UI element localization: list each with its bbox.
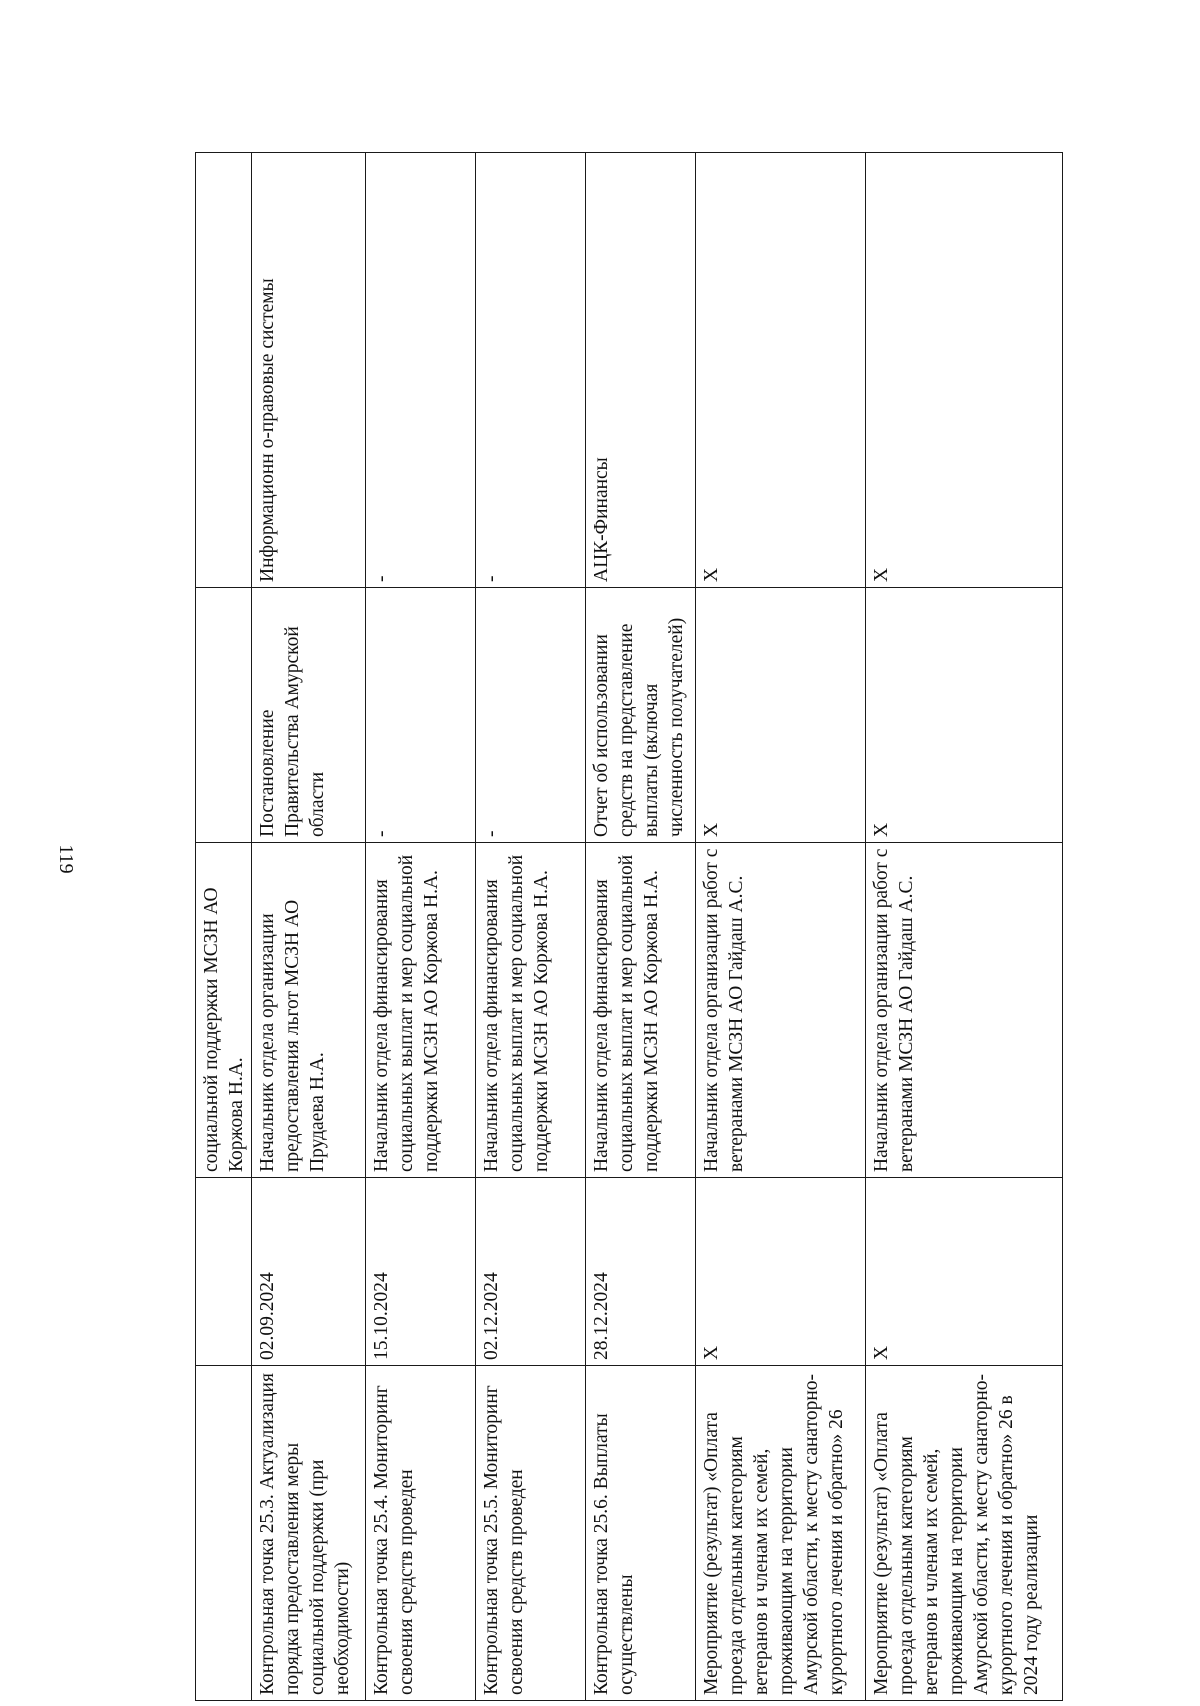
cell-document: Х <box>866 588 1063 843</box>
cell-responsible: Начальник отдела организации работ с ветеранами МСЗН АО Гайдаш А.С. <box>696 843 866 1178</box>
cell-date: Х <box>866 1178 1063 1366</box>
cell-date <box>196 1178 252 1366</box>
cell-system: - <box>366 153 476 588</box>
cell-document <box>196 588 252 843</box>
cell-event: Контрольная точка 25.6. Выплаты осуществлены <box>586 1366 696 1701</box>
cell-system: Х <box>866 153 1063 588</box>
cell-event: Мероприятие (результат) «Оплата проезда отдельным категориям ветеранов и членам их семей, проживающим на территории Амурской области, к месту санаторно-курортного лечения и обратно» 26 <box>696 1366 866 1701</box>
cell-document: - <box>366 588 476 843</box>
cell-event: Контрольная точка 25.5. Мониторинг освоения средств проведен <box>476 1366 586 1701</box>
table-row <box>476 153 586 1701</box>
plan-table <box>195 152 1063 1701</box>
cell-event <box>196 1366 252 1701</box>
table-row <box>196 153 252 1701</box>
cell-responsible: социальной поддержки МСЗН АО Коржова Н.А. <box>196 843 252 1178</box>
cell-system: Х <box>696 153 866 588</box>
cell-system: Информационн о-правовые системы <box>252 153 366 588</box>
cell-system: - <box>476 153 586 588</box>
cell-responsible: Начальник отдела финансирования социальных выплат и мер социальной поддержки МСЗН АО Коржова Н.А. <box>476 843 586 1178</box>
table-row <box>696 153 866 1701</box>
table-row <box>866 153 1063 1701</box>
cell-system <box>196 153 252 588</box>
cell-date: 15.10.2024 <box>366 1178 476 1366</box>
cell-responsible: Начальник отдела финансирования социальных выплат и мер социальной поддержки МСЗН АО Коржова Н.А. <box>586 843 696 1178</box>
cell-document: Постановление Правительства Амурской области <box>252 588 366 843</box>
cell-date: 28.12.2024 <box>586 1178 696 1366</box>
cell-document: Х <box>696 588 866 843</box>
cell-event: Контрольная точка 25.3. Актуализация порядка предоставления меры социальной поддержки (при необходимости) <box>252 1366 366 1701</box>
cell-document: Отчет об использовании средств на представление выплаты (включая численность получателей) <box>586 588 696 843</box>
cell-system: АЦК-Финансы <box>586 153 696 588</box>
cell-responsible: Начальник отдела организации работ с ветеранами МСЗН АО Гайдаш А.С. <box>866 843 1063 1178</box>
cell-event: Контрольная точка 25.4. Мониторинг освоения средств проведен <box>366 1366 476 1701</box>
cell-date: 02.09.2024 <box>252 1178 366 1366</box>
cell-responsible: Начальник отдела финансирования социальных выплат и мер социальной поддержки МСЗН АО Коржова Н.А. <box>366 843 476 1178</box>
cell-event: Мероприятие (результат) «Оплата проезда отдельным категориям ветеранов и членам их семей, проживающим на территории Амурской области, к месту санаторно-курортного лечения и обратно» 26 в 2024 году реализации <box>866 1366 1063 1701</box>
rotated-table-container <box>195 153 1060 1701</box>
cell-document: - <box>476 588 586 843</box>
table-region <box>195 153 1060 1701</box>
table-row <box>252 153 366 1701</box>
cell-date: 02.12.2024 <box>476 1178 586 1366</box>
table-row <box>366 153 476 1701</box>
cell-responsible: Начальник отдела организации предоставления льгот МСЗН АО Прудаева Н.А. <box>252 843 366 1178</box>
table-row <box>586 153 696 1701</box>
page-number: 119 <box>55 844 77 874</box>
cell-date: Х <box>696 1178 866 1366</box>
